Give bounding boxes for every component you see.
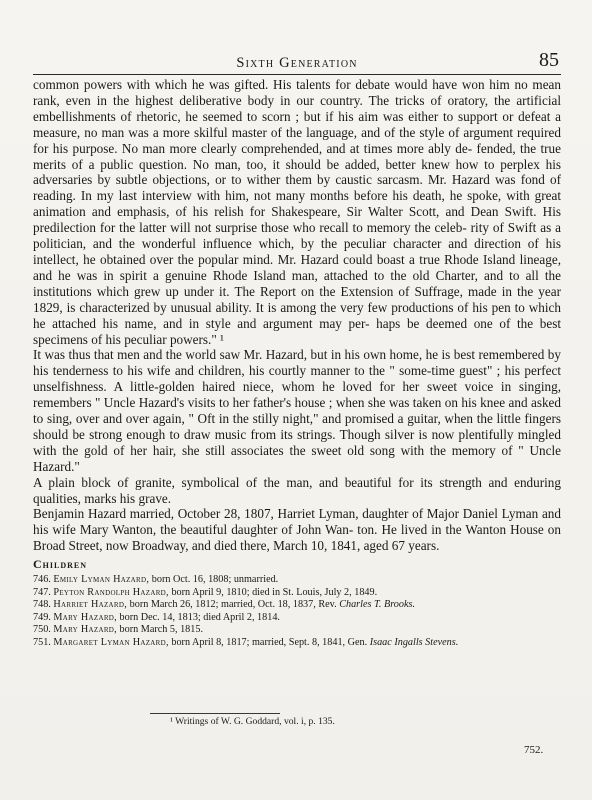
child-details: born March 5, 1815. [117,624,204,636]
body-text [33,77,561,650]
footnote-rule [150,713,280,714]
child-details: born April 8, 1817; married, Sept. 8, 1841, Gen. [168,637,370,649]
child-entry [33,637,561,650]
page-number: 85 [539,49,559,71]
child-entry [33,587,561,600]
child-number: 746. [33,574,51,586]
child-name: Mary Hazard, [53,611,117,623]
child-entry [33,612,561,625]
child-name: Harriet Hazard, [53,599,128,611]
child-details: born April 9, 1810; died in St. Louis, July 2, 1849. [168,586,378,598]
child-name: Peyton Randolph Hazard, [53,586,169,598]
children-list [33,574,561,650]
children-heading: Children [33,557,88,572]
child-entry [33,624,561,637]
paragraph: common powers with which he was gifted. His talents for debate would have won him no mean rank, even in the highest deliberative body in our country. The tricks of oratory, the artificial embellishments of rhetoric, he seemed to scorn ; but if his aim was either to support or defeat a measure, no man was a more skilful master of the language, and of the style of argument required for his purpose. No man more clearly comprehended, and at times more ably de- fended, the true merits of a public question. No man, too, it should be added, better knew how to perplex his adversaries by subtle objections, or to wither them by caustic sarcasm. Mr. Hazard was fond of reading. In my last interview with him, not many months before his death, he spoke, with great animation and emphasis, of his relish for Shakespeare, Sir Walter Scott, and Dean Swift. His predilection for the latter will not surprise those who recall to memory the celeb- rity of Swift as a politician, and the wonderful influence which, by the peculiar character and direction of his intellect, he obtained over the popular mind. Mr. Hazard could boast a true Rhode Island lineage, and he was in spirit a genuine Rhode Island man, attached to the old Charter, and to all the institutions which grew up under it. The Report on the Extension of Suffrage, made in the year 1829, is characterized by unusual ability. It is among the very few productions of his pen to which he attached his name, and in style and argument may per- haps be deemed one of the best specimens of his peculiar powers." ¹ [33,77,561,347]
paragraph: A plain block of granite, symbolical of the man, and beautiful for its strength and enduring qualities, marks his grave. [33,474,561,506]
child-details: born March 26, 1812; married, Oct. 18, 1837, Rev. [127,599,340,611]
child-name: Emily Lyman Hazard, [53,574,150,586]
page-header [33,49,561,75]
child-number: 750. [33,624,51,636]
running-head: Sixth Generation [236,55,358,71]
paragraph: It was thus that men and the world saw Mr. Hazard, but in his own home, he is best remembered by his tenderness to his wife and children, his courtly manner to the " some-time guest" ; his perfect unselfishness. A little-golden haired niece, whom he loved for her sweet voice in singing, remembers " Uncle Hazard's visits to her father's house ; when she was taken on his knee and asked to sing, over and over again, " Oft in the stilly night," and promised a guitar, when the little fingers should be strong enough to draw music from its strings. Though silver is now plentifully mingled with the gold of her hair, she still associates the sweet old song with the memory of " Uncle Hazard." [33,347,561,474]
child-entry [33,599,561,612]
child-number: 747. [33,586,51,598]
child-spouse: Isaac Ingalls Stevens. [369,637,459,649]
child-name: Mary Hazard, [53,624,117,636]
child-details: born Oct. 16, 1808; unmarried. [149,574,279,586]
signature-mark: 752. [524,744,544,756]
child-number: 751. [33,637,51,649]
child-number: 748. [33,599,51,611]
child-name: Margaret Lyman Hazard, [53,637,169,649]
child-details: born Dec. 14, 1813; died April 2, 1814. [117,611,280,623]
child-number: 749. [33,611,51,623]
footnote: ¹ Writings of W. G. Goddard, vol. i, p. 135. [170,716,335,727]
child-spouse: Charles T. Brooks. [339,599,416,611]
paragraph: Benjamin Hazard married, October 28, 1807, Harriet Lyman, daughter of Major Daniel Lyman and his wife Mary Wanton, the beautiful daughter of John Wan- ton. He lived in the Wanton House on Broad Street, now Broadway, and died there, March 10, 1841, aged 67 years. [33,506,561,554]
child-entry [33,574,561,587]
